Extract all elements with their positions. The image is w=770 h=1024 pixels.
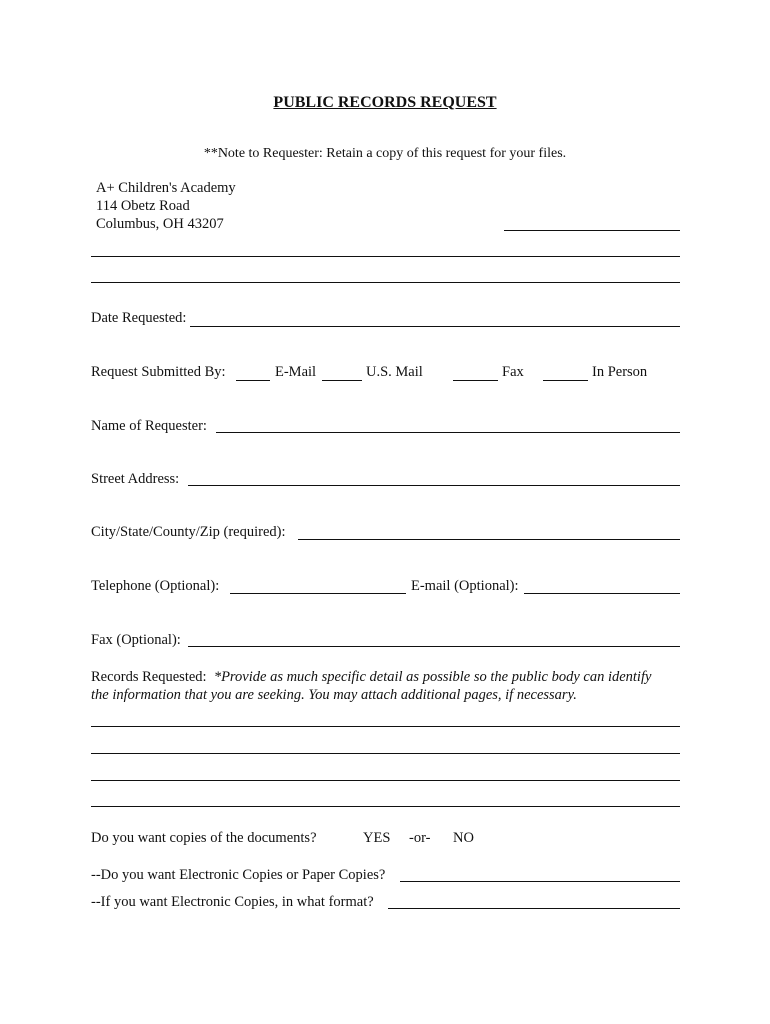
- records-line-3[interactable]: [91, 780, 680, 781]
- records-line-4[interactable]: [91, 806, 680, 807]
- fax-option-blank[interactable]: [453, 380, 498, 381]
- fax-label: Fax (Optional):: [91, 632, 181, 648]
- inperson-option-blank[interactable]: [543, 380, 588, 381]
- copies-yes[interactable]: YES: [363, 830, 391, 846]
- records-label-text: Records Requested:: [91, 669, 207, 685]
- records-line-2[interactable]: [91, 753, 680, 754]
- email-field[interactable]: [524, 593, 680, 594]
- fax-field[interactable]: [188, 646, 680, 647]
- records-requested-label: [91, 669, 651, 686]
- telephone-field[interactable]: [230, 593, 406, 594]
- records-line-1[interactable]: [91, 726, 680, 727]
- name-field[interactable]: [216, 432, 680, 433]
- date-requested-field[interactable]: [190, 326, 680, 327]
- copies-or: -or-: [409, 830, 431, 846]
- city-label: City/State/County/Zip (required):: [91, 524, 286, 540]
- electronic-or-paper-label: --Do you want Electronic Copies or Paper Copies?: [91, 867, 386, 883]
- requester-note: **Note to Requester: Retain a copy of this request for your files.: [203, 146, 567, 161]
- address-line-1: A+ Children's Academy: [96, 180, 236, 196]
- fax-option-label: Fax: [502, 364, 524, 380]
- address-line-2: 114 Obetz Road: [96, 198, 190, 214]
- date-requested-label: Date Requested:: [91, 310, 187, 326]
- submitted-by-label: Request Submitted By:: [91, 364, 226, 380]
- email-label: E-mail (Optional):: [411, 578, 519, 594]
- email-option-label: E-Mail: [275, 364, 317, 380]
- usmail-option-label: U.S. Mail: [366, 364, 423, 380]
- blank-line-1[interactable]: [91, 256, 680, 257]
- address-line-3: Columbus, OH 43207: [96, 216, 224, 232]
- records-instructions-1: *Provide as much specific detail as possible so the public body can identify: [213, 669, 652, 685]
- street-label: Street Address:: [91, 471, 180, 487]
- records-instructions-2: the information that you are seeking. You may attach additional pages, if necessary.: [91, 687, 577, 703]
- name-label: Name of Requester:: [91, 418, 207, 434]
- copies-no[interactable]: NO: [453, 830, 474, 846]
- page-title: PUBLIC RECORDS REQUEST: [273, 94, 497, 111]
- blank-line-2[interactable]: [91, 282, 680, 283]
- copies-question: Do you want copies of the documents?: [91, 830, 317, 846]
- inperson-option-label: In Person: [592, 364, 648, 380]
- electronic-or-paper-field[interactable]: [400, 881, 680, 882]
- address-right-line[interactable]: [504, 230, 680, 231]
- format-field[interactable]: [388, 908, 680, 909]
- format-label: --If you want Electronic Copies, in what format?: [91, 894, 374, 910]
- telephone-label: Telephone (Optional):: [91, 578, 220, 594]
- street-field[interactable]: [188, 485, 680, 486]
- email-option-blank[interactable]: [236, 380, 270, 381]
- usmail-option-blank[interactable]: [322, 380, 362, 381]
- city-field[interactable]: [298, 539, 680, 540]
